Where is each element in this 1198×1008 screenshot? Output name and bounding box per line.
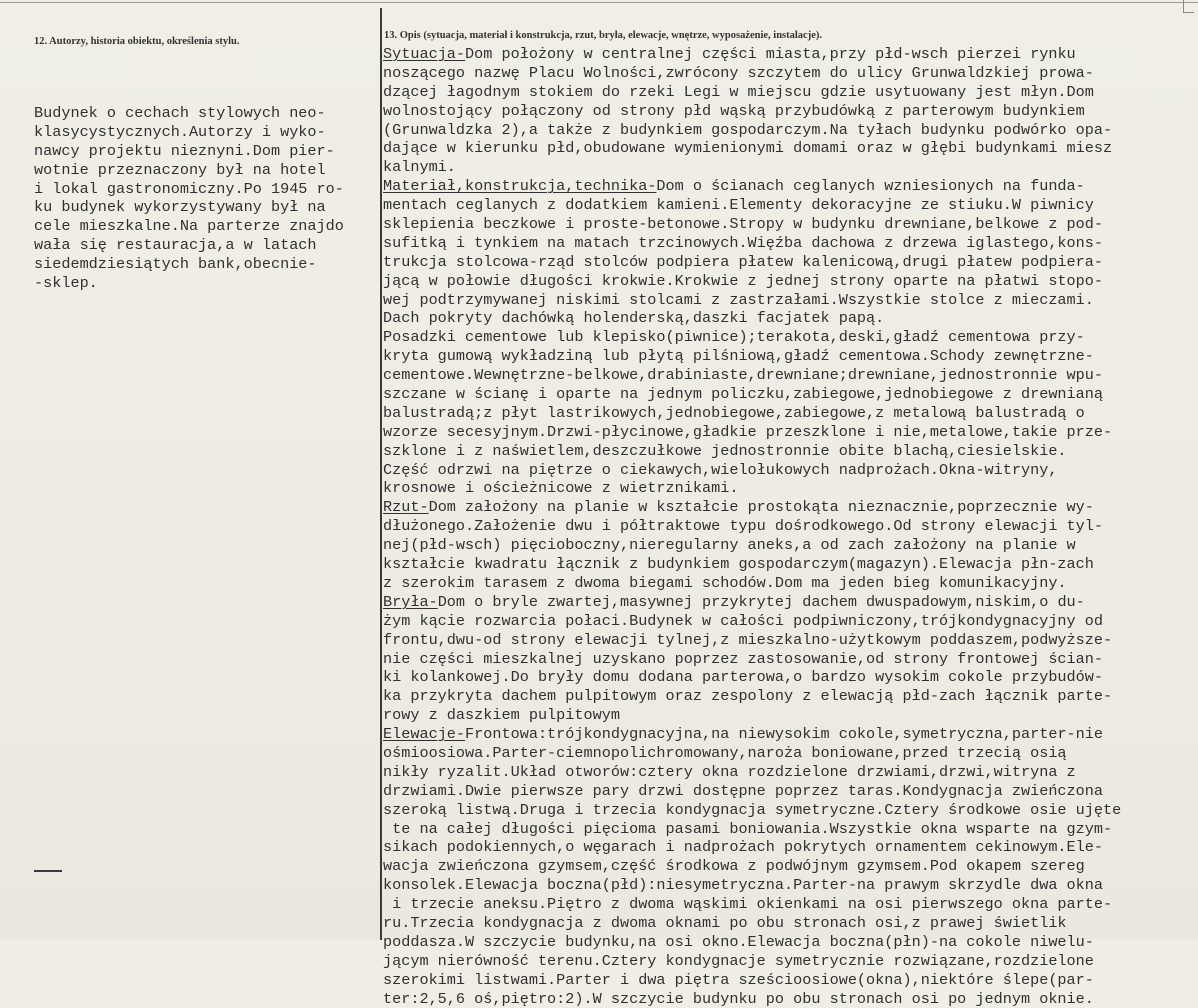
line-text: Dom o ścianach ceglanych wzniesionych na funda- xyxy=(656,177,1085,196)
line-text: trukcja stolcowa-rząd stolców podpiera płatew kalenicową,drugi płatew podpiera- xyxy=(383,252,1104,271)
line-text: kształcie kwadratu łącznik z budynkiem gospodarczym(magazyn).Elewacja płn-zach xyxy=(383,555,1094,574)
text-line: klasycystycznych.Autorzy i wyko- xyxy=(34,122,326,141)
line-text: balustradą;z płyt lastrikowych,jednobiegowe,zabiegowe,z metalową balustradą o xyxy=(383,403,1085,422)
line-text: Posadzki cementowe lub klepisko(piwnice);terakota,deski,gładź cementowa przy- xyxy=(383,328,1085,347)
line-text: wej podtrzymywanej niskimi stolcami z zastrzałami.Wszystkie stolce z mieczami. xyxy=(383,290,1094,309)
line-text: Część odrzwi na piętrze o ciekawych,wielołukowych nadprożach.Okna-witryny, xyxy=(383,460,1058,479)
text-line xyxy=(383,801,1198,820)
text-line xyxy=(383,782,1198,801)
line-text: ka przykryta dachem pulpitowym oraz zespolony z elewacją płd-zach łącznik parte- xyxy=(383,687,1113,706)
line-text: rowy z daszkiem pulpitowym xyxy=(383,706,620,725)
line-text: mentach ceglanych z dodatkiem kamieni.Elementy dekoracyjne ze stiuku.W piwnicy xyxy=(383,196,1094,215)
text-line: ku budynek wykorzystywany był na xyxy=(34,198,326,217)
text-line xyxy=(383,820,1198,839)
text-line xyxy=(383,309,1198,328)
text-line xyxy=(383,347,1198,366)
line-text: żym kącie rozwarcia połaci.Budynek w całości podpiwniczony,trójkondygnacyjny od xyxy=(383,611,1104,630)
line-text: sklepienia beczkowe i proste-betonowe.Stropy w budynku drewniane,belkowe z pod- xyxy=(383,215,1104,234)
line-text: dające w kierunku płd,obudowane wymienionymi domami oraz w głębi budynkami miesz xyxy=(383,139,1113,158)
text-line xyxy=(383,631,1198,650)
line-text: Dom o bryle zwartej,masywnej przykrytej dachem dwuspadowym,niskim,o du- xyxy=(437,592,1085,611)
text-line: siedemdziesiątych bank,obecnie- xyxy=(34,255,317,274)
line-text: dłużonego.Założenie dwu i półtraktowe typu dośrodkowego.Od strony elewacji tyl- xyxy=(383,517,1104,536)
line-text: i trzecie aneksu.Piętro z dwoma wąskimi okienkami na osi pierwszego okna parte- xyxy=(383,895,1113,914)
line-text: Frontowa:trójkondygnacyjna,na niewysokim cokole,symetryczna,parter-nie xyxy=(465,725,1104,744)
line-text: szerokimi listwami.Parter i dwa piętra sześcioosiowe(okna),niektóre ślepe(par- xyxy=(383,970,1094,989)
line-text: sikach podokiennych,o węgarach i nadprożach pokrytych ornamentem cekinowym.Ele- xyxy=(383,838,1104,857)
text-line xyxy=(383,990,1198,1008)
line-text: wacja zwieńczona gzymsem,część środkowa z podwójnym gzymsem.Pod okapem szereg xyxy=(383,857,1085,876)
text-line xyxy=(383,517,1198,536)
text-line xyxy=(383,366,1198,385)
text-line: -sklep. xyxy=(34,274,98,293)
section-label: Bryła- xyxy=(383,592,438,611)
line-text: konsolek.Elewacja boczna(płd):niesymetryczna.Parter-na prawym skrzydle dwa okna xyxy=(383,876,1104,895)
line-text: Dach pokryty dachówką holenderską,daszki facjatek papą. xyxy=(383,309,885,328)
text-line xyxy=(383,971,1198,990)
line-text: kryta gumową wykładziną lub płytą pilśniową,gładź cementowa.Schody zewnętrzne- xyxy=(383,347,1094,366)
text-line xyxy=(383,593,1198,612)
text-line xyxy=(383,763,1198,782)
line-text: wolnostojący połączony od strony płd wąską przybudówką z parterowym budynkiem xyxy=(383,101,1085,120)
line-text: dzącej łagodnym stokiem do rzeki Legi w miejscu gdzie usytuowany jest młyn.Dom xyxy=(383,82,1094,101)
text-line xyxy=(383,933,1198,952)
text-line xyxy=(383,83,1198,102)
corner-mark xyxy=(1183,0,1194,13)
section-label: Sytuacja- xyxy=(383,45,466,63)
text-line xyxy=(383,442,1198,461)
line-text: poddasza.W szczycie budynku,na osi okno.Elewacja boczna(płn)-na cokole niwelu- xyxy=(383,932,1094,951)
section-12-heading: 12. Autorzy, historia obiektu, określenia stylu. xyxy=(34,36,240,47)
line-text: wzorze secesyjnym.Drzwi-płycinowe,gładkie przeszklone i nie,metalowe,takie prze- xyxy=(383,422,1113,441)
text-line xyxy=(383,555,1198,574)
text-line xyxy=(383,574,1198,593)
text-line xyxy=(383,952,1198,971)
text-line xyxy=(383,668,1198,687)
line-text: frontu,dwu-od strony elewacji tylnej,z mieszkalno-użytkowym poddaszem,podwyższe- xyxy=(383,630,1113,649)
text-line xyxy=(383,479,1198,498)
line-text: cementowe.Wewnętrzne-belkowe,drabiniaste,drewniane;drewniane,jednostronnie wpu- xyxy=(383,366,1104,385)
text-line xyxy=(383,687,1198,706)
text-line xyxy=(383,612,1198,631)
line-text: drzwiami.Dwie pierwsze pary drzwi dostępne poprzez taras.Kondygnacja zwieńczona xyxy=(383,781,1104,800)
text-line xyxy=(383,404,1198,423)
end-dash xyxy=(34,870,62,872)
text-line xyxy=(383,215,1198,234)
line-text: ki kolankowej.Do bryły domu dodana parterowa,o bardzo wysokim cokole przybudów- xyxy=(383,668,1104,687)
column-divider xyxy=(380,8,382,940)
line-text: kalnymi. xyxy=(383,158,456,177)
text-line xyxy=(383,139,1198,158)
text-line: i lokal gastronomiczny.Po 1945 ro- xyxy=(34,179,344,198)
text-line xyxy=(383,423,1198,442)
text-line xyxy=(383,838,1198,857)
section-label: Rzut- xyxy=(383,498,429,517)
line-text: ru.Trzecia kondygnacja z dwoma oknami po obu stronach osi,z prawej świetlik xyxy=(383,913,1067,932)
text-line xyxy=(383,706,1198,725)
line-text: ośmioosiowa.Parter-ciemnopolichromowany,naroża boniowane,przed trzecią osią xyxy=(383,743,1067,762)
line-text: Dom położony w centralnej części miasta,przy płd-wsch pierzei rynku xyxy=(465,45,1076,63)
text-line xyxy=(383,328,1198,347)
text-line: wotnie przeznaczony był na hotel xyxy=(34,160,326,179)
line-text: nie części mieszkalnej uzyskano poprzez zastosowanie,od strony frontowej ścian- xyxy=(383,649,1104,668)
text-line xyxy=(383,64,1198,83)
text-line xyxy=(383,744,1198,763)
text-line xyxy=(383,45,1198,64)
line-text: szczane w ścianę i oparte na jednym policzku,zabiegowe,jednobiegowe z drewnianą xyxy=(383,385,1104,404)
text-line xyxy=(383,461,1198,480)
authors-history-text xyxy=(34,104,379,293)
text-line xyxy=(383,385,1198,404)
line-text: jącym nierówność terenu.Cztery kondygnacje symetrycznie rozwiązane,rozdzielone xyxy=(383,951,1094,970)
text-line xyxy=(383,914,1198,933)
text-line: Budynek o cechach stylowych neo- xyxy=(34,104,326,122)
line-text: krosnowe i ościeżnicowe z wietrznikami. xyxy=(383,479,739,498)
section-label: Elewacje- xyxy=(383,725,466,744)
section-13-heading: 13. Opis (sytuacja, materiał i konstrukcja, rzut, bryła, elewacje, wnętrze, wyposażenie, instalacje). xyxy=(384,30,823,41)
text-line xyxy=(383,121,1198,140)
text-line xyxy=(383,876,1198,895)
line-text: sufitką i tynkiem na matach trzcinowych.Więźba dachowa z drzewa iglastego,kons- xyxy=(383,233,1104,252)
text-line xyxy=(383,234,1198,253)
line-text: nikły ryzalit.Układ otworów:cztery okna rozdzielone drzwiami,drzwi,witryna z xyxy=(383,762,1076,781)
line-text: (Grunwaldzka 2),a także z budynkiem gospodarczym.Na tyłach budynku podwórko opa- xyxy=(383,120,1113,139)
line-text: szeroką listwą.Druga i trzecia kondygnacja symetryczne.Cztery środkowe osie ujęte xyxy=(383,800,1122,819)
line-text: Dom założony na planie w kształcie prostokąta nieznacznie,poprzecznie wy- xyxy=(428,498,1094,517)
line-text: nej(płd-wsch) pięcioboczny,nieregularny aneks,a od zach założony na planie w xyxy=(383,536,1076,555)
text-line xyxy=(383,725,1198,744)
text-line xyxy=(383,895,1198,914)
text-line xyxy=(383,196,1198,215)
line-text: te na całej długości pięcioma pasami boniowania.Wszystkie okna wsparte na gzym- xyxy=(383,819,1113,838)
text-line xyxy=(383,272,1198,291)
text-line xyxy=(383,158,1198,177)
text-line xyxy=(383,498,1198,517)
text-line xyxy=(383,177,1198,196)
top-border-line xyxy=(0,2,1198,3)
text-line xyxy=(383,536,1198,555)
line-text: z szerokim tarasem z dwoma biegami schodów.Dom ma jeden bieg komunikacyjny. xyxy=(383,573,1067,592)
line-text: ter:2,5,6 oś,piętro:2).W szczycie budynku po obu stronach osi po jednym oknie. xyxy=(383,989,1094,1008)
text-line xyxy=(383,102,1198,121)
text-line: nawcy projektu nieznyni.Dom pier- xyxy=(34,141,335,160)
line-text: szklone i z naświetlem,deszczułkowe jednostronnie obite blachą,ciesielskie. xyxy=(383,441,1067,460)
description-text xyxy=(383,45,1198,1008)
text-line xyxy=(383,291,1198,310)
text-line xyxy=(383,857,1198,876)
line-text: noszącego nazwę Placu Wolności,zwrócony szczytem do ulicy Grunwaldzkiej prowa- xyxy=(383,63,1094,82)
line-text: jącą w połowie długości krokwie.Krokwie z jednej strony oparte na płatwi stopo- xyxy=(383,271,1104,290)
text-line: wała się restauracja,a w latach xyxy=(34,236,317,255)
text-line xyxy=(383,650,1198,669)
text-line: cele mieszkalne.Na parterze znajdo xyxy=(34,217,344,236)
text-line xyxy=(383,253,1198,272)
section-label: Materiał,konstrukcja,technika- xyxy=(383,177,657,196)
